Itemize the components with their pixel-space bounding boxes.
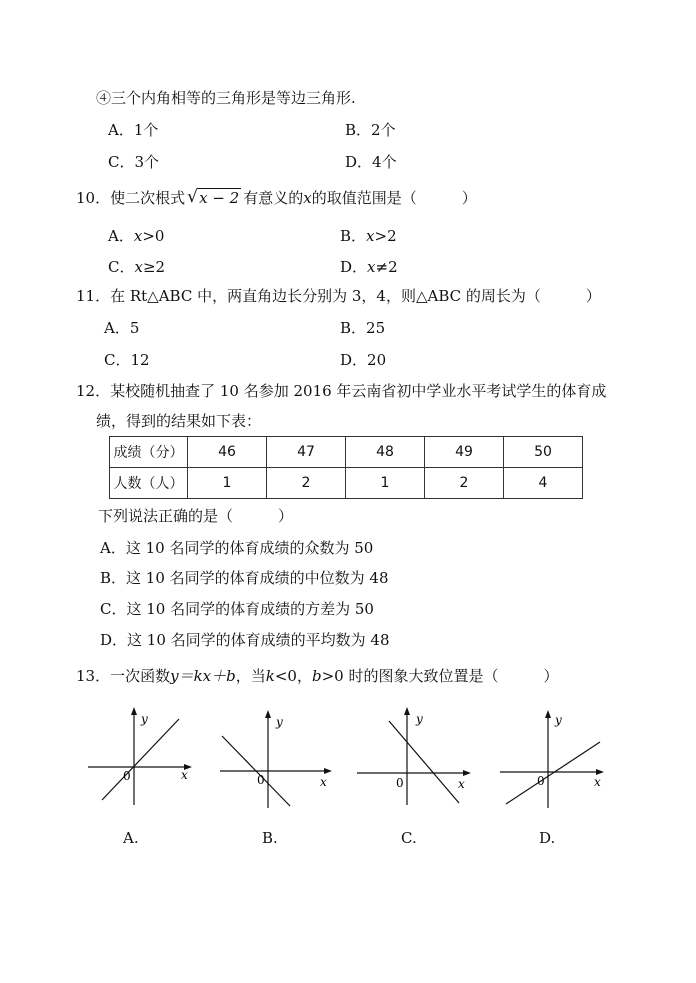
q9-option-d[interactable]: D．4个 (345, 153, 397, 171)
q10-radicand: x − 2 (199, 189, 240, 207)
table-row (110, 437, 583, 468)
x-label: x (181, 768, 188, 782)
q13-b: b (311, 667, 322, 685)
q11-option-c[interactable]: C．12 (104, 351, 150, 369)
x-arrow-icon (324, 768, 332, 774)
table-row (110, 468, 583, 499)
q10-option-c[interactable] (108, 257, 165, 277)
score-cell: 46 (188, 437, 267, 468)
q10-stem (76, 188, 477, 208)
graph-a-label[interactable]: A. (123, 829, 139, 847)
y-label: y (416, 712, 423, 726)
option-rel: ≠2 (375, 258, 398, 276)
option-var: x (366, 227, 375, 245)
function-line (389, 721, 459, 803)
score-cell: 48 (346, 437, 425, 468)
score-table (109, 436, 583, 499)
count-cell: 1 (188, 468, 267, 499)
graph-d-label[interactable]: D. (539, 829, 556, 847)
score-cell: 49 (425, 437, 504, 468)
q9-option-a[interactable]: A．1个 (108, 121, 159, 139)
option-letter: C． (108, 258, 135, 276)
q13-formula: y＝kx＋b (170, 667, 236, 685)
function-line (506, 742, 600, 804)
radical-sign-icon: √ (187, 187, 198, 207)
graph-b[interactable] (216, 708, 338, 812)
q13-stem (76, 666, 558, 686)
q11-stem: 11．在 Rt△ABC 中，两直角边长分别为 3，4，则△ABC 的周长为（ ） (76, 287, 601, 305)
graph-c[interactable] (355, 705, 477, 810)
x-arrow-icon (463, 770, 471, 776)
q12-option-a[interactable]: A．这 10 名同学的体育成绩的众数为 50 (100, 539, 374, 557)
option-var: x (367, 258, 376, 276)
option-letter: A． (108, 227, 134, 245)
y-label: y (276, 715, 283, 729)
q13-number: 13．一次函数 (76, 667, 171, 685)
q12-question: 下列说法正确的是（ ） (98, 507, 294, 525)
q10-option-d[interactable] (340, 257, 398, 277)
q12-stem-line1: 12．某校随机抽查了 10 名参加 2016 年云南省初中学业水平考试学生的体育成 (76, 382, 607, 400)
x-label: x (458, 777, 465, 791)
q12-option-d[interactable]: D．这 10 名同学的体育成绩的平均数为 48 (100, 631, 390, 649)
row-header-count: 人数（人） (110, 468, 188, 499)
option-var: x (134, 258, 143, 276)
graph-d[interactable] (498, 708, 610, 812)
q11-option-b[interactable]: B．25 (340, 319, 386, 337)
x-label: x (320, 775, 327, 789)
x-label: x (594, 775, 601, 789)
graph-c-label[interactable]: C. (401, 829, 417, 847)
count-cell: 2 (425, 468, 504, 499)
q12-option-c[interactable]: C．这 10 名同学的体育成绩的方差为 50 (100, 600, 374, 618)
q12-stem-line2: 绩，得到的结果如下表： (96, 412, 262, 430)
q10-post: 的取值范围是（ ） (311, 189, 477, 207)
q12-option-b[interactable]: B．这 10 名同学的体育成绩的中位数为 48 (100, 569, 389, 587)
count-cell: 4 (504, 468, 583, 499)
q13-cond-post: >0 时的图象大致位置是（ ） (321, 667, 559, 685)
option-rel: ≥2 (142, 258, 166, 276)
row-header-score: 成绩（分） (110, 437, 188, 468)
origin-label: 0 (257, 773, 265, 787)
q10-pre: 使二次根式 (110, 189, 186, 207)
option-rel: >2 (374, 227, 397, 245)
option-rel: >0 (142, 227, 165, 245)
origin-label: 0 (123, 769, 131, 783)
origin-label: 0 (396, 776, 404, 790)
option-letter: D． (340, 258, 368, 276)
q13-cond-pre: ，当 (235, 667, 266, 685)
q11-option-d[interactable]: D．20 (340, 351, 387, 369)
q13-k: k (265, 667, 275, 685)
q10-option-a[interactable] (108, 226, 164, 246)
score-cell: 47 (267, 437, 346, 468)
count-cell: 2 (267, 468, 346, 499)
option-letter: B． (340, 227, 367, 245)
function-line (102, 719, 179, 800)
q10-option-b[interactable] (340, 226, 397, 246)
q10-mid: 有意义的 (243, 189, 304, 207)
y-arrow-icon (131, 707, 137, 715)
y-label: y (141, 712, 148, 726)
q9-option-b[interactable]: B．2个 (345, 121, 396, 139)
q10-number: 10． (76, 189, 111, 207)
q9-statement-4: ④三个内角相等的三角形是等边三角形. (96, 89, 356, 107)
y-label: y (555, 713, 562, 727)
count-cell: 1 (346, 468, 425, 499)
q9-option-c[interactable]: C．3个 (108, 153, 160, 171)
graph-b-label[interactable]: B. (262, 829, 278, 847)
origin-label: 0 (537, 774, 545, 788)
q11-option-a[interactable]: A．5 (104, 319, 140, 337)
option-var: x (133, 227, 143, 245)
y-arrow-icon (545, 710, 551, 718)
sqrt-radical (187, 188, 241, 208)
y-arrow-icon (265, 710, 271, 718)
q10-var: x (303, 189, 312, 207)
score-cell: 50 (504, 437, 583, 468)
q13-cond-mid: <0， (274, 667, 312, 685)
graph-a[interactable] (84, 705, 194, 810)
y-arrow-icon (404, 707, 410, 715)
